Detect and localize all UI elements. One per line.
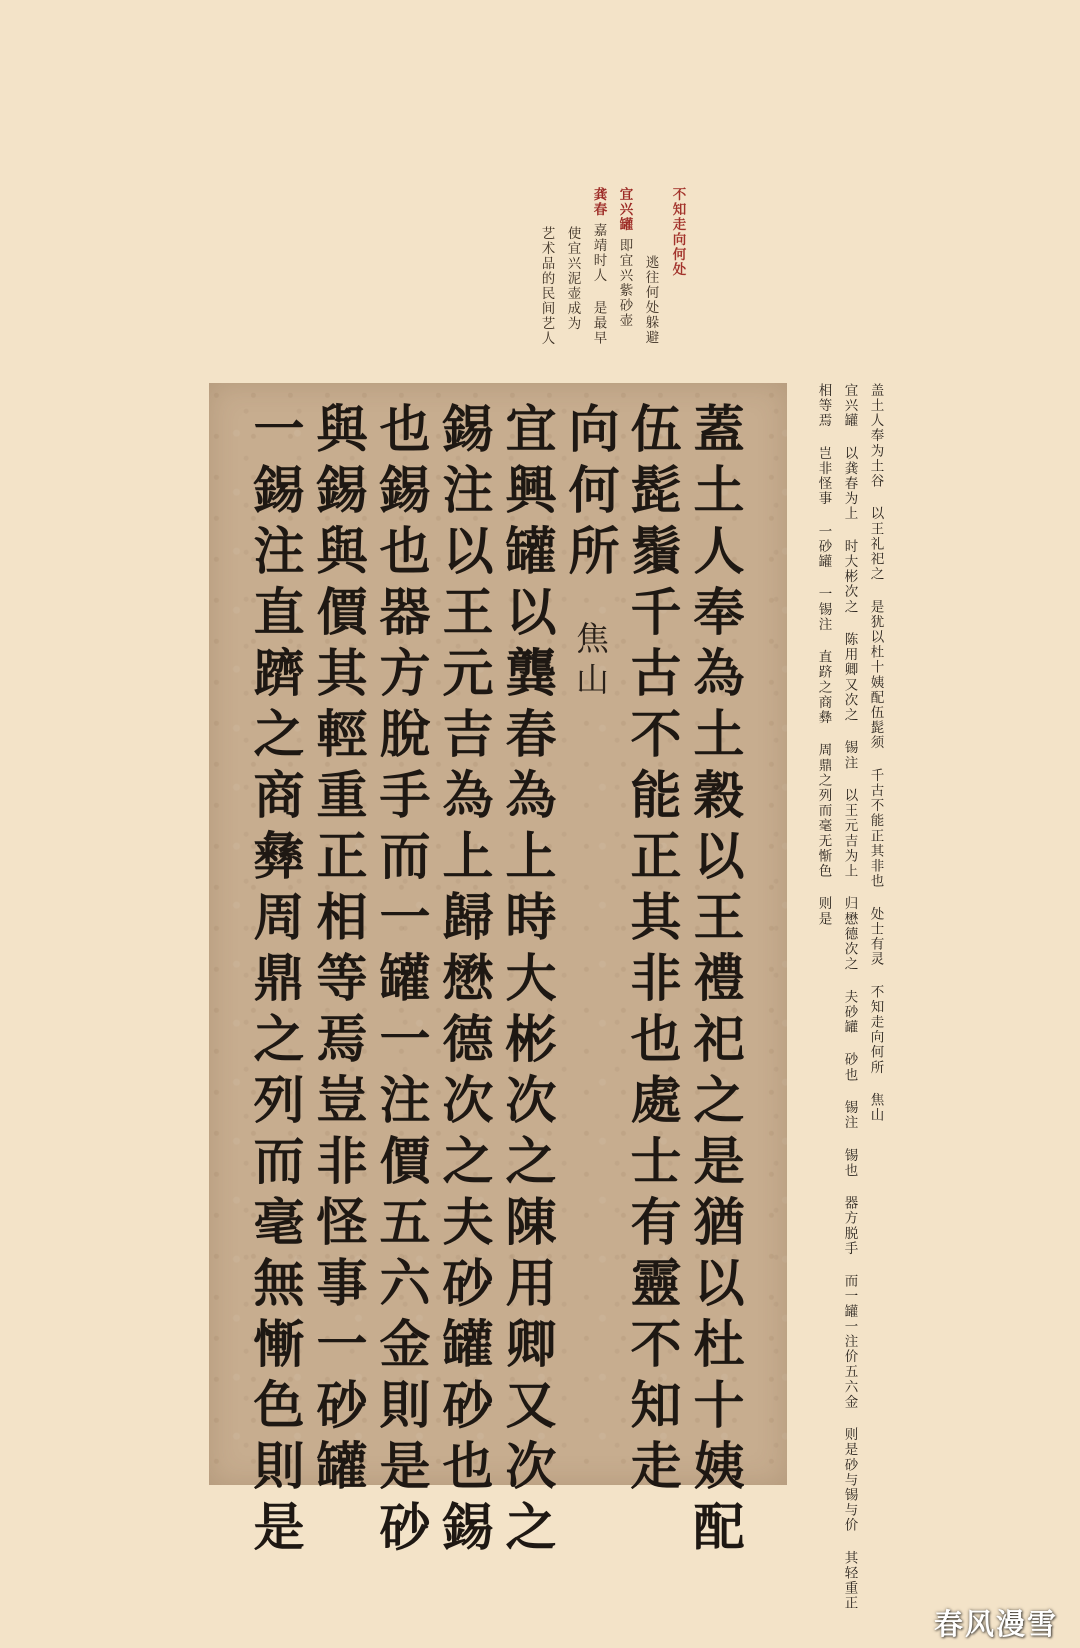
note-row-3	[591, 187, 605, 346]
calligraphy-column: 伍髭鬚千古不能正其非也處士有靈不知走	[621, 402, 681, 1500]
note-row-2	[617, 187, 631, 328]
watermark: 春风漫雪	[933, 1607, 1058, 1641]
note-title: 不知走向何处	[669, 187, 686, 277]
calligraphy-column: 一錫注直躋之商彝周鼎之列而毫無慚色則是	[244, 402, 304, 1561]
note-continue: 艺术品的民间艺人	[538, 226, 555, 346]
calligraphy-signature: 焦山	[571, 621, 610, 703]
translation-column: 宜兴罐 以龚春为上 时大彬次之 陈用卿又次之 锡注 以王元吉为上 归懋德次之 夫砂罐 砂也 锡注 锡也 器方脱手 而一罐一注价五六金 则是砂与锡与价 其轻重正	[841, 383, 858, 1611]
note-continue: 使宜兴泥壶成为	[564, 226, 581, 331]
calligraphy-column: 向何所	[559, 402, 619, 585]
note-term: 龚春	[590, 187, 607, 217]
translation-column: 盖土人奉为土谷 以王礼祀之 是犹以杜十姨配伍髭须 千古不能正其非也 处士有灵 不知走向何所 焦山	[867, 383, 884, 1123]
note-explain: 即宜兴紫砂壶	[616, 238, 633, 328]
calligraphy-column: 與錫與價其輕重正相等焉豈非怪事一砂罐	[307, 402, 367, 1500]
calligraphy-column: 宜興罐以龔春為上時大彬次之陳用卿又次之	[496, 402, 556, 1561]
note-explain: 逃往何处躲避	[642, 255, 659, 345]
translation-column: 相等焉 岂非怪事 一砂罐 一锡注 直跻之商彝 周鼎之列而毫无惭色 则是	[815, 383, 832, 927]
calligraphy-column: 蓋土人奉為土穀以王禮祀之是猶以杜十姨配	[684, 402, 744, 1561]
note-explain: 嘉靖时人 是最早	[590, 223, 607, 346]
calligraphy-column: 錫注以王元吉為上歸懋德次之夫砂罐砂也錫	[433, 402, 493, 1561]
calligraphy-column: 也錫也器方脫手而一罐一注價五六金則是砂	[370, 402, 430, 1561]
note-term: 宜兴罐	[616, 187, 633, 232]
